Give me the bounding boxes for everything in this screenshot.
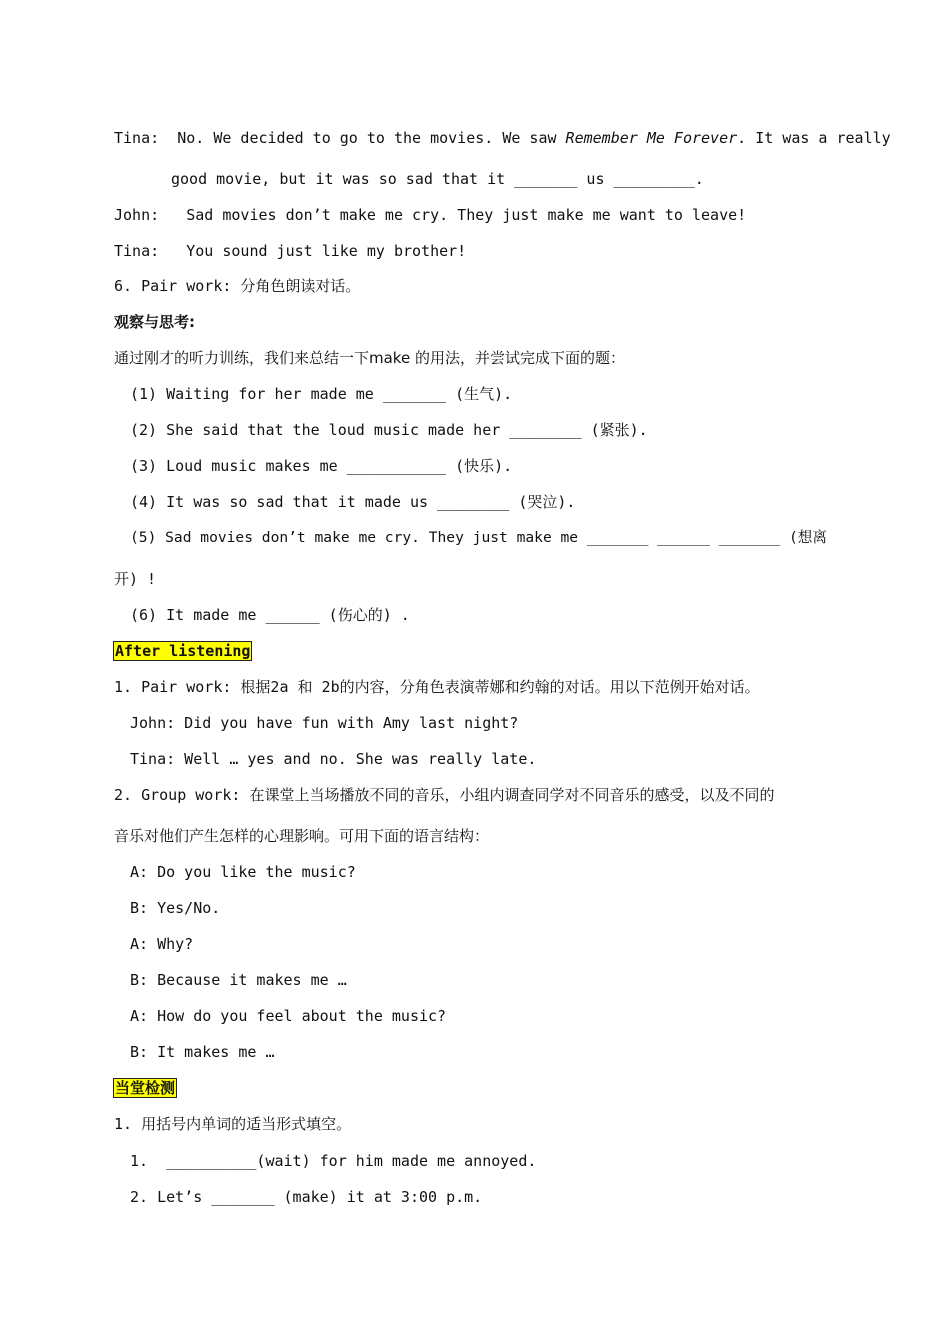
speaker-label: Tina: [114,129,160,147]
observe-q6: (6) It made me ______ (伤心的) . [130,606,410,624]
structure-b2: B: Because it makes me … [130,971,347,989]
structure-b3: B: It makes me … [130,1043,275,1061]
after-listening-heading: After listening [115,642,251,660]
test-item-1: 1. 用括号内单词的适当形式填空。 [114,1115,352,1133]
tina-line-1-cont: good movie, but it was so sad that it _______ us _________. [171,170,704,188]
observe-heading: 观察与思考: [114,313,195,331]
structure-a1: A: Do you like the music? [130,863,356,881]
observe-q3: (3) Loud music makes me ___________ (快乐). [130,457,513,475]
observe-q2: (2) She said that the loud music made her ________ (紧张). [130,421,648,439]
structure-b1: B: Yes/No. [130,899,221,917]
movie-title: Remember Me Forever [565,129,738,147]
john-line: John: Sad movies don’t make me cry. They just make me want to leave! [114,206,747,224]
tina-line-2: Tina: You sound just like my brother! [114,242,467,260]
speaker-label: John: [114,206,160,224]
after-item-2-cont: 音乐对他们产生怎样的心理影响。可用下面的语言结构： [114,827,490,845]
speaker-label: Tina: [114,242,160,260]
observe-q1: (1) Waiting for her made me _______ (生气). [130,385,513,403]
observe-q4: (4) It was so sad that it made us ________ (哭泣). [130,493,576,511]
tina-line-1: Tina: No. We decided to go to the movies. We saw Remember Me Forever. It was a really [114,129,891,147]
sample-tina: Tina: Well … yes and no. She was really late. [130,750,537,768]
sample-john: John: Did you have fun with Amy last night? [130,714,519,732]
observe-q5: (5) Sad movies don’t make me cry. They just make me _______ ______ _______ (想离 [130,529,827,546]
observe-intro: 通过刚才的听力训练，我们来总结一下make 的用法，并尝试完成下面的题： [114,349,625,367]
test-q1: 1. __________(wait) for him made me annoyed. [130,1152,537,1170]
structure-a2: A: Why? [130,935,194,953]
observe-q5-cont: 开) ! [114,570,157,588]
structure-a3: A: How do you feel about the music? [130,1007,447,1025]
after-item-1: 1. Pair work: 根据2a 和 2b的内容，分角色表演蒂娜和约翰的对话。用以下范例开始对话。 [114,678,760,696]
test-q2: 2. Let’s _______ (make) it at 3:00 p.m. [130,1188,483,1206]
step-6: 6. Pair work: 分角色朗读对话。 [114,277,361,295]
after-item-2: 2. Group work: 在课堂上当场播放不同的音乐，小组内调查同学对不同音乐的感受，以及不同的 [114,786,775,804]
test-heading: 当堂检测 [115,1079,176,1097]
